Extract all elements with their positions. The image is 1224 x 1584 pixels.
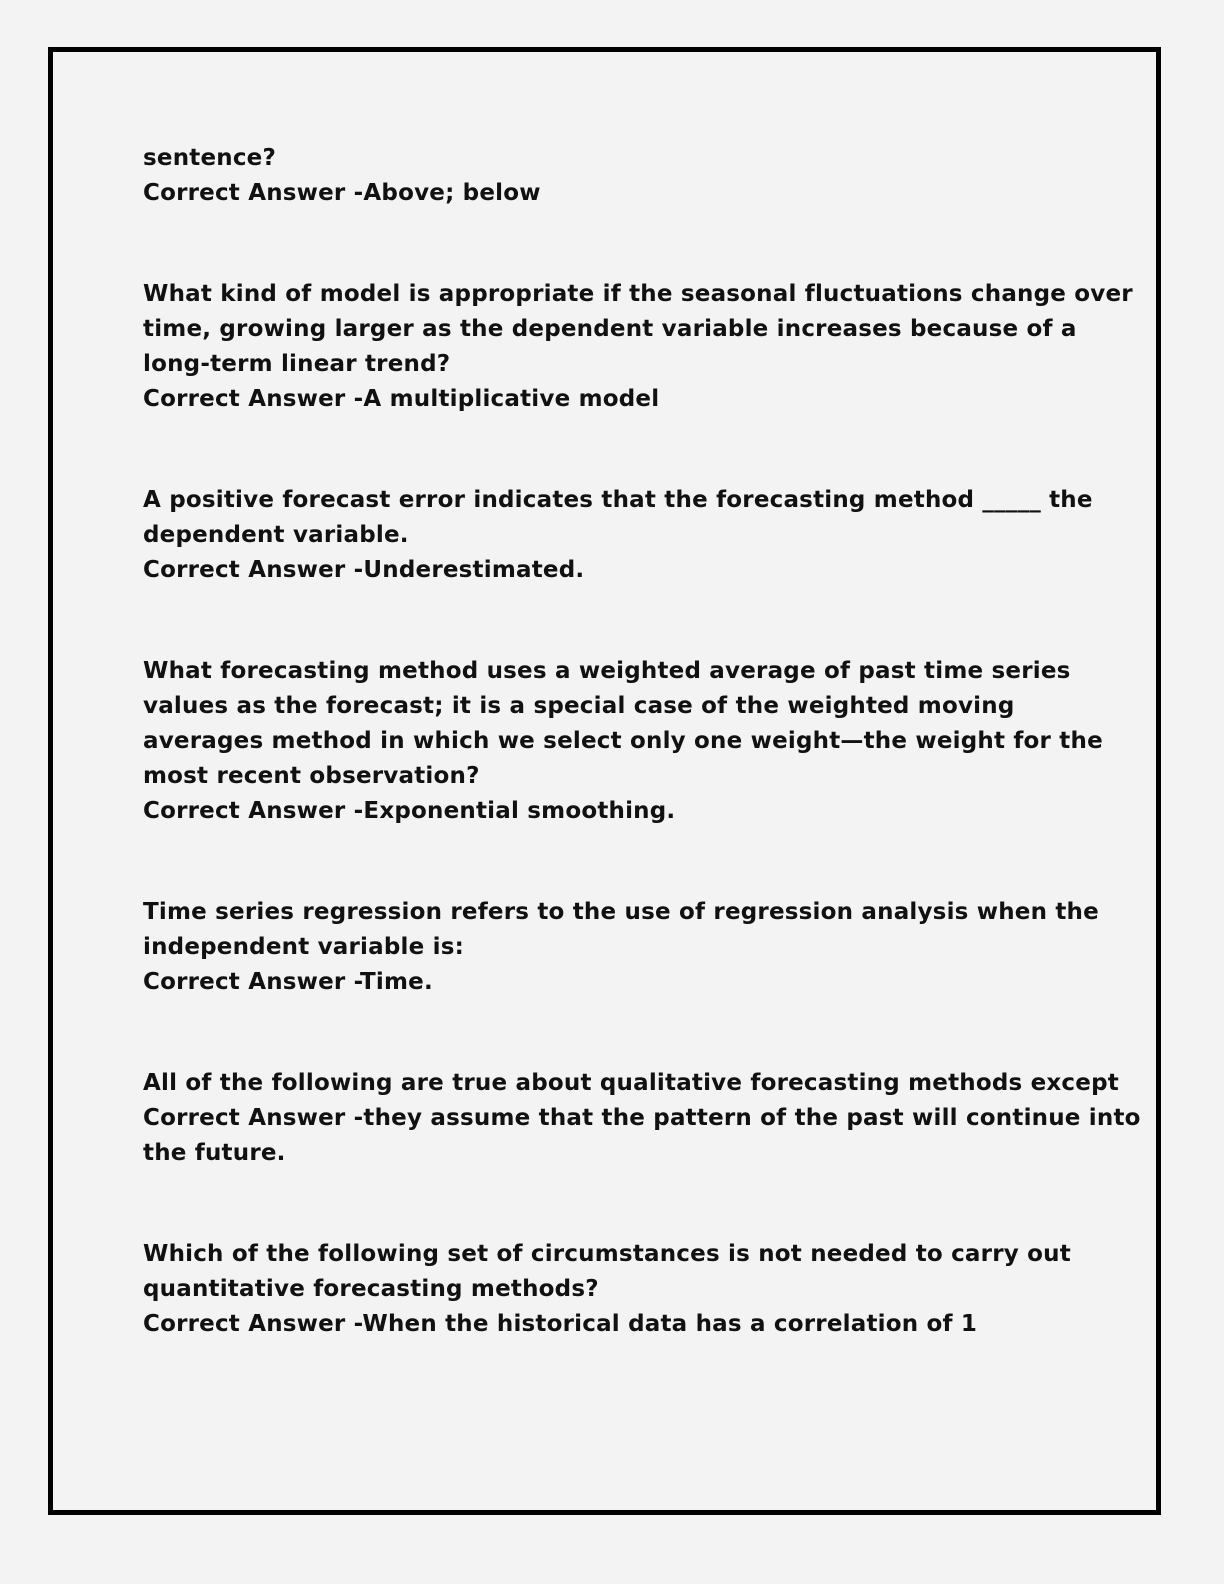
question-text: What kind of model is appropriate if the seasonal fluctuations change over (143, 281, 1133, 307)
qa-item (143, 654, 1103, 829)
question-text: averages method in which we select only one weight—the weight for the (143, 728, 1103, 754)
document-body (143, 141, 1141, 1342)
question-text: All of the following are true about qualitative forecasting methods except (143, 1070, 1119, 1096)
question-text: independent variable is: (143, 934, 464, 960)
answer-text: Correct Answer -When the historical data has a correlation of 1 (143, 1311, 978, 1337)
answer-text: Correct Answer -Underestimated. (143, 557, 585, 583)
question-text: What forecasting method uses a weighted average of past time series (143, 658, 1071, 684)
question-text: Which of the following set of circumstances is not needed to carry out (143, 1241, 1071, 1267)
answer-text: Correct Answer -Above; below (143, 180, 541, 206)
qa-item (143, 277, 1133, 417)
question-text: Time series regression refers to the use of regression analysis when the (143, 899, 1099, 925)
answer-text: the future. (143, 1140, 286, 1166)
qa-item (143, 1066, 1141, 1171)
qa-item (143, 1237, 1083, 1342)
question-text: quantitative forecasting methods? (143, 1276, 599, 1302)
qa-item (143, 895, 1099, 1000)
question-text: values as the forecast; it is a special case of the weighted moving (143, 693, 1015, 719)
qa-item (143, 483, 1093, 588)
question-text: A positive forecast error indicates that the forecasting method _____ the (143, 487, 1093, 513)
question-text: long-term linear trend? (143, 351, 451, 377)
question-text: most recent observation? (143, 763, 480, 789)
question-text: time, growing larger as the dependent variable increases because of a (143, 316, 1077, 342)
answer-text: Correct Answer -Time. (143, 969, 433, 995)
answer-text: Correct Answer -they assume that the pattern of the past will continue into (143, 1105, 1141, 1131)
question-text: dependent variable. (143, 522, 409, 548)
qa-item (143, 141, 1083, 211)
question-text: sentence? (143, 145, 277, 171)
answer-text: Correct Answer -Exponential smoothing. (143, 798, 676, 824)
answer-text: Correct Answer -A multiplicative model (143, 386, 660, 412)
